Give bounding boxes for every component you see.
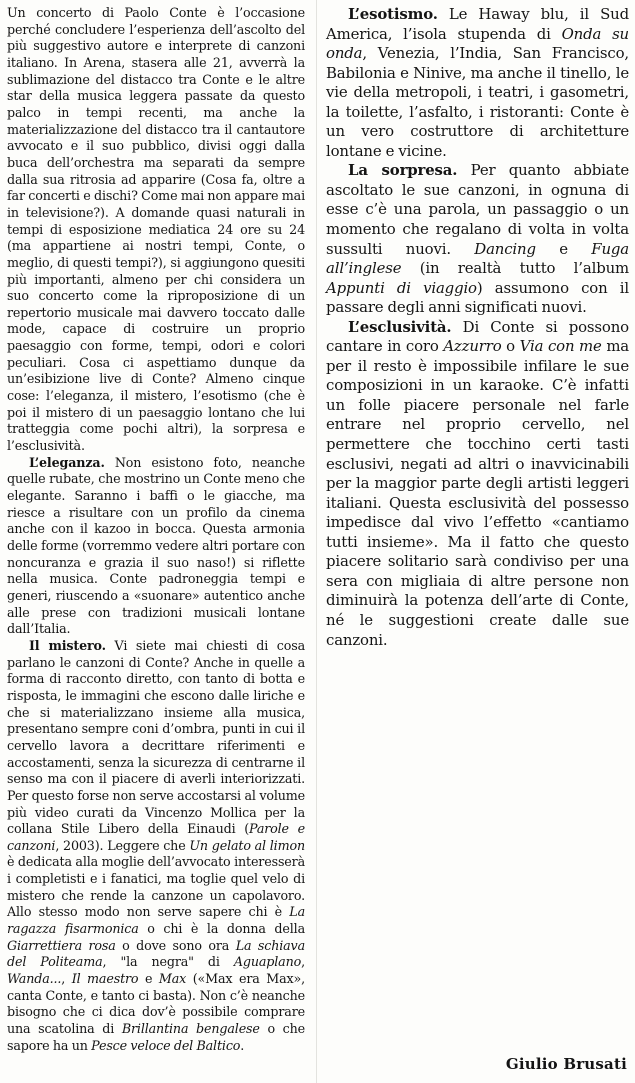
- italic-title: Azzurro: [443, 337, 502, 356]
- text-run: ) assumono con il passare degli anni significati nuovi.: [326, 278, 629, 317]
- italic-title: Il maestro: [71, 971, 139, 987]
- italic-title: Max: [158, 971, 187, 987]
- article-paragraph: [7, 638, 305, 1054]
- italic-title: La schiava del Politeama: [7, 937, 305, 970]
- italic-title: Appunti di viaggio: [326, 278, 477, 297]
- italic-title: Onda su onda: [326, 24, 629, 63]
- article-paragraph: [326, 5, 629, 161]
- text-run: Un concerto di Paolo Conte è l’occasione perché concludere l’esperienza dell’ascolto del più suggestivo autore e interprete di canzoni italiano. In Arena, stasera alle 21, avverrà la sublimazione del distacco tra Conte e le altre star della musica leggera passate da questo palco in tempi recenti, ma anche la materializzazione del distacco tra il cantautore avvocato e il suo pubblico, divisi oggi dalla buca dell’orchestra ma separati da sempre dalla sua ritrosia ad apparire (Cosa fa, oltre a far concerti e dischi? Come mai non appare mai in televisione?). A domande quasi naturali in tempi di esposizione mediatica 24 ore su 24 (ma appartiene ai nostri tempi, Conte, o meglio, di questi tempi?), si aggiungono quesiti più importanti, almeno per chi considera un suo concerto come la riproposizione di un repertorio musicale mai davvero toccato dalle mode, capace di costruire un proprio paesaggio con forme, tempi, odori e colori peculiari. Cosa ci aspettiamo dunque da un’esibizione live di Conte? Almeno cinque cose: l’eleganza, il mistero, l’esotismo (che è poi il mistero di un paesaggio lontano che lui tratteggia come pochi altri), la sorpresa e l’esclusività.: [7, 5, 305, 454]
- italic-title: Via con me: [519, 337, 602, 356]
- article-column-left: [7, 5, 305, 1054]
- text-run: , "la negra" di: [102, 954, 234, 970]
- text-run: ,: [61, 971, 72, 987]
- text-run: o chi è la donna della: [138, 921, 305, 937]
- section-lead-in: Il mistero.: [29, 637, 106, 653]
- text-run: ,: [301, 954, 305, 970]
- italic-title: Aguaplano: [233, 954, 302, 970]
- section-lead-in: L’esclusività.: [348, 317, 452, 336]
- italic-title: Brillantina bengalese: [121, 1021, 260, 1037]
- text-run: («Max era Max», canta Conte, e tanto ci basta). Non c’è neanche bisogno che ci dica dov’è possibile comprare una scatolina di: [7, 971, 305, 1037]
- italic-title: Giarrettiera rosa: [7, 937, 116, 953]
- italic-title: Un gelato al limon: [189, 837, 305, 853]
- italic-title: Parole e canzoni: [7, 821, 305, 853]
- article-column-right: [326, 5, 629, 650]
- italic-title: Fuga all’inglese: [326, 239, 629, 278]
- section-lead-in: L’esotismo.: [348, 5, 438, 23]
- section-lead-in: L’eleganza.: [29, 454, 105, 470]
- text-run: o dove sono ora: [115, 937, 236, 953]
- text-run: e: [535, 239, 592, 258]
- text-run: , Venezia, l’India, San Francisco, Babilonia e Ninive, ma anche il tinello, le vie della metropoli, i teatri, i gasometri, la toilette, l’asfalto, i ristoranti: Conte è un vero costruttore di architetture lontane e vicine.: [326, 44, 629, 160]
- italic-title: Dancing: [474, 239, 536, 258]
- text-run: (in realtà tutto l’album: [401, 259, 629, 278]
- text-run: o: [501, 337, 520, 356]
- column-divider: [316, 0, 317, 1083]
- text-run: Le Haway blu, il Sud America, l’isola stupenda di: [326, 5, 629, 43]
- italic-title: Wanda...: [7, 971, 62, 987]
- article-paragraph: [326, 161, 629, 317]
- article-paragraph: [326, 318, 629, 650]
- article-paragraph: [7, 455, 305, 638]
- text-run: è dedicata alla moglie dell’avvocato interesserà i completisti e i fanatici, ma toglie quel velo di mistero che rende la canzone un capolavoro. Allo stesso modo non serve sapere chi è: [7, 854, 305, 920]
- text-run: , 2003). Leggere che: [55, 837, 190, 853]
- article-paragraph: [7, 5, 305, 455]
- text-run: Non esistono foto, neanche quelle rubate, che mostrino un Conte meno che elegante. Saranno i baffi o le giacche, ma riesce a risultare con un profilo da cinema anche con il kazoo in bocca. Questa armonia delle forme (vorremmo vedere altri portare con noncuranza e grazia il suo naso!) si riflette nella musica. Conte padroneggia tempi e generi, riuscendo a «suonare» autentico anche alle prese con tradizioni musicali lontane dall’Italia.: [7, 454, 305, 637]
- text-run: Vi siete mai chiesti di cosa parlano le canzoni di Conte? Anche in quelle a forma di racconto diretto, con tanto di botta e risposta, le immagini che escono dalle liriche e che si materializzano insieme alla musica, presentano sempre coni d’ombra, punti in cui il cervello lavora a decrittare riferimenti e accostamenti, senza la sicurezza di centrarne il senso ma con il piacere di averli interiorizzati. Per questo forse non serve accostarsi al volume più video curati da Vincenzo Mollica per la collana Stile Libero della Einaudi (: [7, 637, 305, 837]
- text-run: Per quanto abbiate ascoltato le sue canzoni, in ognuna di esse c’è una parola, un passaggio o un momento che regalano di volta in volta sussulti nuovi.: [326, 161, 629, 258]
- text-run: .: [240, 1037, 245, 1053]
- text-run: o che sapore ha un: [7, 1021, 305, 1053]
- text-run: Di Conte si possono cantare in coro: [326, 317, 629, 356]
- italic-title: Pesce veloce del Baltico: [91, 1037, 241, 1053]
- italic-title: La ragazza fisarmonica: [7, 904, 305, 937]
- author-signature: Giulio Brusati: [505, 1055, 627, 1073]
- text-run: ma per il resto è impossibile infilare le sue composizioni in un karaoke. C’è infatti un folle piacere personale nel farle entrare nel proprio cervello, nel permettere che tocchino certi tasti esclusivi, negati ad altri o inavvicinabili per la maggior parte degli artisti leggeri italiani. Questa esclusività del possesso impedisce dal vivo l’effetto «cantiamo tutti insieme». Ma il fatto che questo piacere solitario sarà condiviso per una sera con migliaia di altre persone non diminuirà la potenza dell’arte di Conte, né le suggestioni create dalle sue canzoni.: [326, 337, 630, 649]
- text-run: e: [138, 971, 159, 987]
- section-lead-in: La sorpresa.: [348, 161, 458, 180]
